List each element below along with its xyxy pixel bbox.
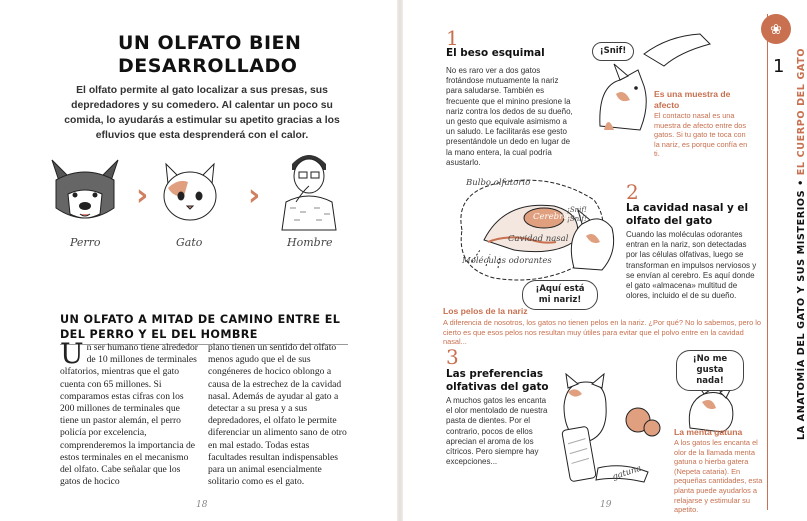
snif-bubble: ¡Snif!	[592, 42, 634, 61]
man-label: Hombre	[287, 236, 333, 249]
nose-bubble: ¡Aquí está mi nariz!	[522, 280, 598, 310]
running-header-vertical	[796, 48, 807, 440]
label-olfactory-bulb: Bulbo olfatorio	[466, 178, 531, 188]
section-heading: UN OLFATO A MITAD DE CAMINO ENTRE EL DEL PERRO Y EL DEL HOMBRE	[60, 313, 341, 341]
gatuna-label: gatuna	[611, 463, 643, 483]
page-number-left: 18	[196, 500, 208, 510]
page-title: UN OLFATO BIEN DESARROLLADO	[118, 32, 302, 77]
section-1-body: No es raro ver a dos gatos frotándose mutuamente la nariz para saludarse. También es frecuente que el minino presione la nariz contra los dedos de su dueño, un gesto que equivale asimismo a un saludo. Le facilitarás ese gesto presentándole un dedo en lugar de la mano entera, la cual podría asustarlo.	[446, 66, 573, 167]
paw-icon: ❀	[761, 14, 791, 44]
snif-small-label: ¡Snif! ¡Snif!	[567, 206, 587, 223]
running-header-chapter: EL CUERPO DEL GATO	[796, 47, 807, 176]
drop-cap: U	[60, 337, 84, 370]
nose-hair-text: A diferencia de nosotros, los gatos no tienen pelos en la nariz. ¿Por qué? No lo sabemos, pero lo cierto es que esos pelos nos resultan muy útiles para evitar que el polvo entre en la cavidad nasal...	[443, 318, 761, 347]
chevron-right-icon: ›	[248, 178, 261, 213]
affection-caption	[654, 89, 748, 159]
affection-caption-text: El contacto nasal es una muestra de afecto entre dos gatos. Si tu gato te toca con la nariz, es porque confía en ti.	[654, 111, 748, 159]
text-column-1	[60, 337, 200, 488]
catnip-caption	[674, 427, 766, 515]
running-header-book: LA ANATOMÍA DEL GATO Y SUS MISTERIOS •	[796, 175, 807, 440]
toothpaste-cats-illustration	[552, 372, 672, 502]
affection-caption-title: Es una muestra de afecto	[654, 89, 731, 110]
catnip-caption-text: A los gatos les encanta el olor de la llamada menta gatuna o hierba gatera (Nepeta cataria). En pequeñas cantidades, esta planta puede ayudarlos a relajarse y estimular su apetito.	[674, 438, 763, 515]
label-brain: Cerebro	[533, 212, 569, 222]
section-2-number: 2	[626, 180, 639, 204]
nose-hair-title: Los pelos de la nariz	[443, 306, 528, 316]
catnip-caption-title: La menta gatuna	[674, 427, 743, 437]
section-3-body: A muchos gatos les encanta el olor mentolado de nuestra pasta de dientes. Por el contrario, pocos de ellos aprecian el aroma de los cítricos. Pero siempre hay excepciones...	[446, 396, 548, 467]
chevron-right-icon: ›	[136, 178, 149, 213]
section-2-body: Cuando las moléculas odorantes entran en la nariz, son detectadas por las células olfativas, luego se transforman en impulsos nerviosos y se envían al cerebro. Es aquí donde el gato «almacena» multitud de olores, incluido el de su dueño.	[626, 230, 757, 301]
column-1-text: n ser humano tiene alrededor de 10 millones de terminales olfatorios, mientras que el gato cuenta con 65 millones. Si comparamos estas cifras con los 200 millones de terminales que tiene un pastor alemán, el perro policía por excelencia, comprenderemos la importancia de estos terminales en el mecanismo del olfato. Cabe señalar que los gatos de hocico	[60, 342, 198, 488]
chapter-number: 1	[773, 56, 785, 77]
man-illustration	[276, 146, 342, 230]
dog-label: Perro	[70, 236, 101, 249]
dislike-bubble: ¡No me gusta nada!	[676, 350, 744, 391]
section-3-title: Las preferencias olfativas del gato	[446, 368, 549, 393]
section-3-number: 3	[446, 345, 459, 369]
cat-label: Gato	[176, 236, 203, 249]
section-1-number: 1	[446, 26, 459, 50]
section-2-title: La cavidad nasal y el olfato del gato	[626, 202, 749, 227]
label-odor-molecules: Moléculas odorantes	[462, 256, 552, 266]
cat-illustration	[160, 160, 220, 224]
dog-illustration	[42, 150, 128, 230]
section-1-title: El beso esquimal	[446, 47, 545, 59]
left-page	[0, 0, 398, 521]
side-divider	[767, 14, 768, 510]
page-number-right: 19	[600, 500, 612, 510]
text-column-2: plano tienen un sentido del olfato menos agudo que el de sus congéneres de hocico oblongo a causa de la estrechez de la cavidad nasal. Además de ayudar al gato a detectar a su presa y a sus depredadores, el olfato le permite diferenciar un alimento sano de otro en mal estado. Todas estas facultades resultan indispensables para un animal esencialmente solitario como es el gato.	[208, 342, 347, 488]
label-nasal-cavity: Cavidad nasal	[508, 234, 569, 244]
intro-paragraph: El olfato permite al gato localizar a sus presas, sus depredadores y su comedero. Al calentar un poco su comida, lo ayudarás a estimular su apetito gracias a los efluvios que esta desprenderá con el calor.	[64, 85, 340, 141]
